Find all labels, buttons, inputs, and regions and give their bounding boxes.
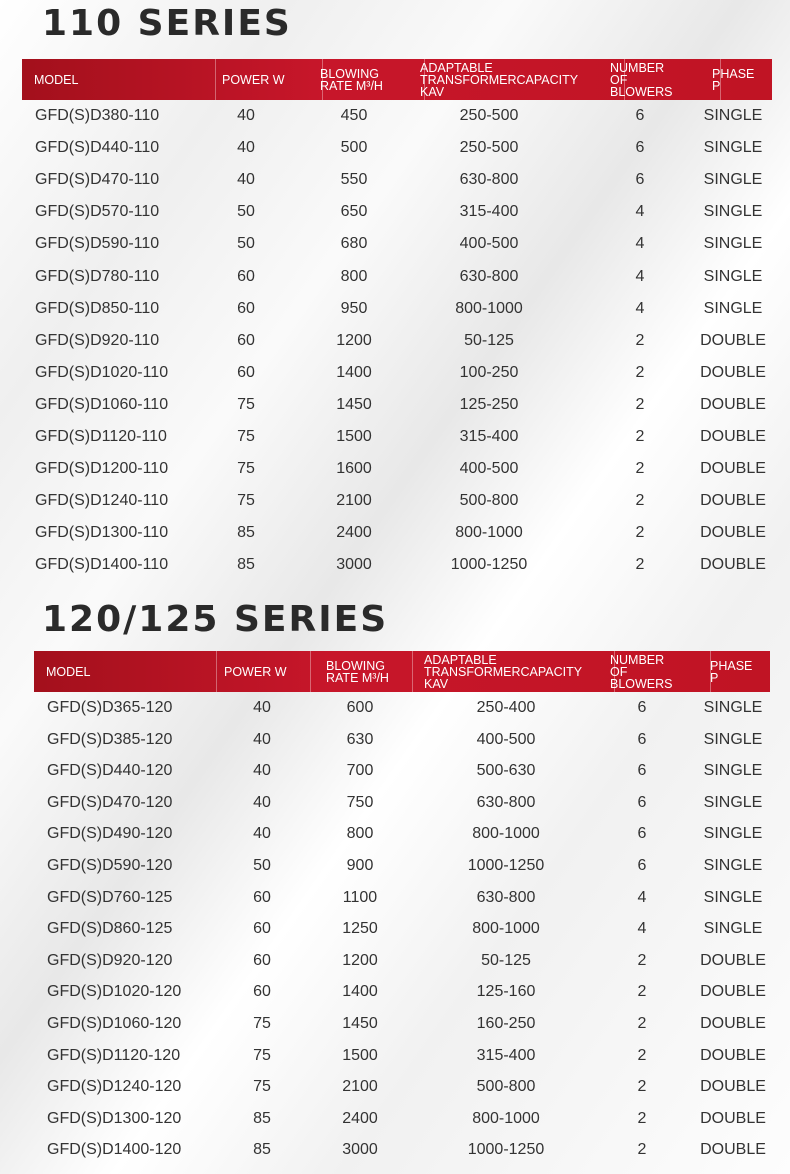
cell-blowing-rate: 650: [340, 203, 368, 221]
cell-phase: SINGLE: [703, 139, 763, 157]
cell-model: GFD(S)D1300-110: [35, 524, 169, 542]
series-title: 120/125 SERIES: [42, 599, 389, 640]
cell-blowers: 2: [635, 363, 645, 381]
cell-transformer-capacity: 315-400: [476, 1046, 536, 1064]
cell-blowers: 6: [637, 730, 647, 748]
cell-model: GFD(S)D1200-110: [35, 460, 169, 478]
cell-blowers: 2: [635, 395, 645, 413]
cell-power: 75: [237, 428, 255, 445]
cell-blowers: 2: [635, 524, 645, 542]
cell-blowers: 4: [637, 920, 647, 938]
cell-phase: SINGLE: [703, 235, 763, 253]
cell-transformer-capacity: 125-160: [476, 983, 536, 1001]
cell-transformer-capacity: 800-1000: [472, 920, 540, 938]
table-row: [0, 945, 790, 977]
table-row: [0, 1071, 790, 1103]
cell-power: 60: [253, 888, 271, 906]
cell-model: GFD(S)D365-120: [47, 699, 173, 716]
cell-blowers: 2: [637, 1109, 647, 1127]
cell-blowers: 2: [637, 1046, 647, 1064]
cell-transformer-capacity: 800-1000: [472, 825, 540, 843]
cell-blowers: 4: [635, 235, 645, 253]
cell-power: 50: [237, 203, 255, 221]
cell-phase: DOUBLE: [700, 363, 766, 381]
cell-transformer-capacity: 630-800: [459, 267, 519, 285]
cell-blowers: 4: [635, 299, 645, 317]
cell-blowers: 2: [635, 492, 645, 510]
cell-power: 40: [253, 762, 271, 780]
cell-model: GFD(S)D920-120: [47, 951, 173, 969]
cell-phase: SINGLE: [703, 793, 763, 811]
cell-blowing-rate: 630: [346, 730, 374, 748]
cell-blowers: 6: [637, 857, 647, 874]
cell-model: GFD(S)D1240-120: [47, 1078, 182, 1096]
cell-blowing-rate: 1450: [336, 395, 372, 413]
table-row: [0, 818, 790, 850]
cell-phase: DOUBLE: [700, 1109, 766, 1127]
cell-power: 60: [253, 951, 271, 969]
cell-model: GFD(S)D920-110: [35, 331, 160, 349]
table-row: [0, 692, 790, 724]
cell-power: 85: [237, 556, 255, 574]
cell-transformer-capacity: 800-1000: [455, 524, 523, 542]
cell-model: GFD(S)D440-110: [35, 139, 160, 157]
cell-model: GFD(S)D1120-110: [35, 428, 167, 445]
table-row: [0, 1103, 790, 1135]
cell-power: 60: [237, 363, 255, 381]
cell-blowing-rate: 1400: [336, 363, 372, 381]
cell-model: GFD(S)D470-110: [35, 171, 160, 189]
cell-phase: DOUBLE: [700, 331, 766, 349]
cell-transformer-capacity: 125-250: [459, 395, 519, 413]
cell-blowing-rate: 2100: [336, 492, 372, 510]
cell-phase: SINGLE: [703, 699, 763, 716]
cell-phase: DOUBLE: [700, 492, 766, 510]
cell-power: 75: [237, 460, 255, 478]
cell-model: GFD(S)D1400-120: [47, 1141, 182, 1159]
table-row: [0, 882, 790, 914]
cell-blowers: 6: [637, 699, 647, 716]
cell-transformer-capacity: 1000-1250: [467, 1141, 545, 1159]
table-header: [22, 59, 772, 100]
cell-phase: SINGLE: [703, 825, 763, 843]
table-row: [0, 913, 790, 945]
cell-blowers: 6: [637, 762, 647, 780]
cell-transformer-capacity: 630-800: [476, 888, 536, 906]
cell-blowers: 4: [637, 888, 647, 906]
cell-phase: SINGLE: [703, 857, 763, 874]
cell-blowers: 2: [637, 951, 647, 969]
header-number-of-blowers: NUMBER OF BLOWERS: [610, 60, 673, 99]
cell-blowing-rate: 750: [346, 793, 374, 811]
table-row: [0, 1134, 790, 1166]
cell-blowing-rate: 800: [346, 825, 374, 843]
cell-phase: DOUBLE: [700, 983, 766, 1001]
cell-phase: SINGLE: [703, 107, 763, 124]
cell-blowing-rate: 450: [340, 107, 368, 124]
cell-phase: DOUBLE: [700, 428, 766, 445]
cell-model: GFD(S)D1300-120: [47, 1109, 182, 1127]
cell-blowing-rate: 2100: [342, 1078, 378, 1096]
cell-transformer-capacity: 50-125: [481, 951, 531, 969]
table-row: [0, 228, 790, 260]
series-title: 110 SERIES: [42, 3, 292, 44]
cell-power: 75: [253, 1046, 271, 1064]
header-power: POWER W: [222, 72, 285, 87]
header-blowing-rate: BLOWING RATE M³/H: [320, 66, 383, 93]
cell-transformer-capacity: 500-630: [476, 762, 536, 780]
cell-power: 85: [237, 524, 255, 542]
cell-power: 60: [253, 920, 271, 938]
table-row: [0, 724, 790, 756]
cell-blowing-rate: 1200: [336, 331, 372, 349]
cell-phase: DOUBLE: [700, 1046, 766, 1064]
cell-phase: DOUBLE: [700, 1078, 766, 1096]
cell-blowers: 2: [635, 331, 645, 349]
cell-blowing-rate: 3000: [342, 1141, 378, 1159]
cell-power: 40: [253, 793, 271, 811]
cell-model: GFD(S)D440-120: [47, 762, 173, 780]
cell-blowing-rate: 1250: [342, 920, 378, 938]
cell-power: 40: [237, 139, 255, 157]
cell-blowing-rate: 500: [340, 139, 368, 157]
cell-blowers: 6: [637, 825, 647, 843]
cell-phase: SINGLE: [703, 171, 763, 189]
cell-blowing-rate: 1600: [336, 460, 372, 478]
table-header: [34, 651, 770, 692]
cell-transformer-capacity: 160-250: [476, 1015, 536, 1032]
cell-transformer-capacity: 250-500: [459, 139, 519, 157]
cell-phase: DOUBLE: [700, 1015, 766, 1032]
cell-power: 85: [253, 1109, 271, 1127]
cell-blowers: 6: [635, 139, 645, 157]
table-row: [0, 293, 790, 325]
cell-phase: SINGLE: [703, 267, 763, 285]
cell-model: GFD(S)D1120-120: [47, 1046, 181, 1064]
table-row: [0, 976, 790, 1008]
cell-model: GFD(S)D590-120: [47, 857, 173, 874]
cell-model: GFD(S)D380-110: [35, 107, 160, 124]
cell-transformer-capacity: 400-500: [459, 235, 519, 253]
cell-blowers: 4: [635, 267, 645, 285]
cell-model: GFD(S)D780-110: [35, 267, 160, 285]
header-phase: PHASE P: [712, 66, 755, 93]
cell-blowers: 4: [635, 203, 645, 221]
cell-transformer-capacity: 315-400: [459, 203, 519, 221]
cell-model: GFD(S)D860-125: [47, 920, 173, 938]
cell-power: 60: [253, 983, 271, 1001]
cell-phase: SINGLE: [703, 203, 763, 221]
cell-blowers: 2: [635, 556, 645, 574]
table-row: [0, 549, 790, 581]
cell-blowing-rate: 700: [346, 762, 374, 780]
cell-blowing-rate: 1200: [342, 951, 378, 969]
cell-blowing-rate: 2400: [336, 524, 372, 542]
header-model: MODEL: [46, 664, 91, 679]
cell-power: 40: [237, 171, 255, 189]
cell-phase: DOUBLE: [700, 556, 766, 574]
cell-blowing-rate: 1400: [342, 983, 378, 1001]
cell-transformer-capacity: 315-400: [459, 428, 519, 445]
cell-blowing-rate: 600: [346, 699, 374, 716]
header-blowing-rate: BLOWING RATE M³/H: [326, 658, 389, 685]
cell-transformer-capacity: 800-1000: [472, 1109, 540, 1127]
cell-phase: DOUBLE: [700, 1141, 766, 1159]
cell-model: GFD(S)D385-120: [47, 730, 173, 748]
cell-model: GFD(S)D1020-110: [35, 363, 169, 381]
cell-blowing-rate: 3000: [336, 556, 372, 574]
cell-transformer-capacity: 800-1000: [455, 299, 523, 317]
cell-power: 50: [237, 235, 255, 253]
cell-blowing-rate: 1500: [336, 428, 372, 445]
cell-power: 60: [237, 267, 255, 285]
cell-model: GFD(S)D850-110: [35, 299, 160, 317]
header-divider: [310, 651, 311, 692]
cell-blowers: 2: [637, 1015, 647, 1032]
cell-transformer-capacity: 100-250: [459, 363, 519, 381]
cell-transformer-capacity: 250-400: [476, 699, 536, 716]
table-row: [0, 132, 790, 164]
cell-model: GFD(S)D570-110: [35, 203, 160, 221]
cell-blowers: 2: [635, 460, 645, 478]
cell-blowers: 6: [635, 171, 645, 189]
table-row: [0, 453, 790, 485]
cell-blowing-rate: 900: [346, 857, 374, 874]
cell-transformer-capacity: 250-500: [459, 107, 519, 124]
table-row: [0, 325, 790, 357]
table-row: [0, 100, 790, 132]
table-row: [0, 196, 790, 228]
header-phase: PHASE P: [710, 658, 753, 685]
table-row: [0, 787, 790, 819]
cell-transformer-capacity: 50-125: [464, 331, 514, 349]
cell-model: GFD(S)D1060-120: [47, 1015, 182, 1032]
cell-transformer-capacity: 400-500: [476, 730, 536, 748]
cell-blowers: 6: [635, 107, 645, 124]
table-row: [0, 850, 790, 882]
cell-model: GFD(S)D1060-110: [35, 395, 169, 413]
header-number-of-blowers: NUMBER OF BLOWERS: [610, 652, 673, 691]
cell-power: 75: [237, 492, 255, 510]
cell-phase: SINGLE: [703, 730, 763, 748]
cell-phase: SINGLE: [703, 299, 763, 317]
cell-model: GFD(S)D1020-120: [47, 983, 182, 1001]
table-row: [0, 261, 790, 293]
header-divider: [215, 59, 216, 100]
cell-power: 40: [253, 699, 271, 716]
cell-blowing-rate: 950: [340, 299, 368, 317]
cell-power: 60: [237, 299, 255, 317]
cell-blowers: 2: [635, 428, 645, 445]
cell-blowing-rate: 1100: [342, 888, 378, 906]
cell-model: GFD(S)D590-110: [35, 235, 160, 253]
cell-power: 40: [253, 730, 271, 748]
cell-blowers: 2: [637, 1078, 647, 1096]
cell-transformer-capacity: 500-800: [476, 1078, 536, 1096]
cell-blowing-rate: 1450: [342, 1015, 378, 1032]
table-row: [0, 517, 790, 549]
cell-transformer-capacity: 500-800: [459, 492, 519, 510]
cell-power: 85: [253, 1141, 271, 1159]
cell-power: 50: [253, 857, 271, 874]
cell-phase: DOUBLE: [700, 524, 766, 542]
table-row: [0, 1008, 790, 1040]
cell-phase: DOUBLE: [700, 460, 766, 478]
cell-model: GFD(S)D490-120: [47, 825, 173, 843]
cell-power: 40: [253, 825, 271, 843]
table-row: [0, 389, 790, 421]
header-model: MODEL: [34, 72, 79, 87]
table-row: [0, 421, 790, 453]
cell-model: GFD(S)D1400-110: [35, 556, 169, 574]
cell-phase: SINGLE: [703, 920, 763, 938]
cell-power: 75: [237, 395, 255, 413]
cell-power: 75: [253, 1078, 271, 1096]
cell-blowing-rate: 800: [340, 267, 368, 285]
cell-model: GFD(S)D1240-110: [35, 492, 169, 510]
cell-model: GFD(S)D760-125: [47, 888, 173, 906]
cell-phase: DOUBLE: [700, 395, 766, 413]
table-row: [0, 755, 790, 787]
header-power: POWER W: [224, 664, 287, 679]
cell-blowing-rate: 1500: [342, 1046, 378, 1064]
header-transformer-capacity: ADAPTABLE TRANSFORMERCAPACITY KAV: [424, 652, 583, 691]
table-row: [0, 485, 790, 517]
cell-blowers: 2: [637, 983, 647, 1001]
cell-blowing-rate: 550: [340, 171, 368, 189]
cell-phase: SINGLE: [703, 762, 763, 780]
table-row: [0, 164, 790, 196]
table-row: [0, 357, 790, 389]
cell-power: 40: [237, 107, 255, 124]
cell-phase: DOUBLE: [700, 951, 766, 969]
cell-blowers: 2: [637, 1141, 647, 1159]
table-row: [0, 1040, 790, 1072]
cell-model: GFD(S)D470-120: [47, 793, 173, 811]
cell-transformer-capacity: 400-500: [459, 460, 519, 478]
cell-transformer-capacity: 630-800: [476, 793, 536, 811]
cell-phase: SINGLE: [703, 888, 763, 906]
cell-transformer-capacity: 630-800: [459, 171, 519, 189]
header-divider: [216, 651, 217, 692]
cell-blowers: 6: [637, 793, 647, 811]
cell-transformer-capacity: 1000-1250: [467, 857, 545, 874]
cell-power: 75: [253, 1015, 271, 1032]
cell-power: 60: [237, 331, 255, 349]
header-transformer-capacity: ADAPTABLE TRANSFORMERCAPACITY KAV: [420, 60, 579, 99]
cell-blowing-rate: 2400: [342, 1109, 378, 1127]
cell-transformer-capacity: 1000-1250: [450, 556, 528, 574]
cell-blowing-rate: 680: [340, 235, 368, 253]
